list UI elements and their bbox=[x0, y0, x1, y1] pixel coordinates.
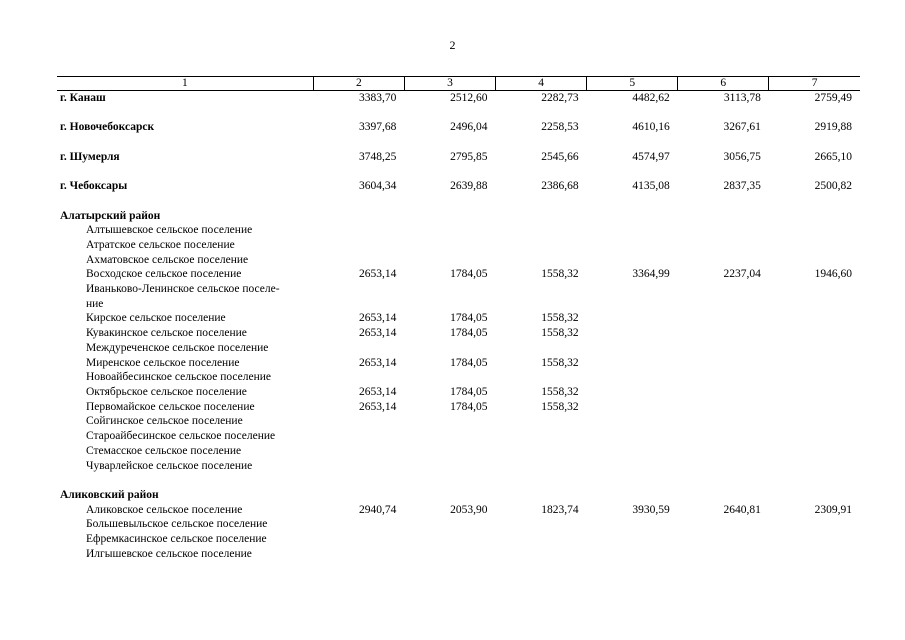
table-row bbox=[57, 209, 860, 224]
value-cell-col-3: 1784,05 bbox=[450, 327, 488, 340]
settlement-name: Староайбесинское сельское поселение bbox=[86, 430, 276, 443]
spacer-cell bbox=[57, 164, 860, 179]
value-cell-col-2 bbox=[313, 341, 404, 356]
value-cell-col-5 bbox=[587, 400, 678, 415]
value-cell-col-3 bbox=[404, 532, 495, 547]
value-cell-col-7 bbox=[769, 429, 860, 444]
value-cell-col-6 bbox=[678, 444, 769, 459]
column-header-6: 6 bbox=[678, 77, 769, 91]
value-cell-col-4: 1558,32 bbox=[541, 400, 579, 413]
value-cell-col-6 bbox=[678, 429, 769, 444]
table-row bbox=[57, 414, 860, 429]
spacer-row bbox=[57, 473, 860, 488]
value-cell-col-5: 4574,97 bbox=[632, 150, 670, 163]
value-cell-col-4 bbox=[496, 459, 587, 474]
value-cell-col-4 bbox=[496, 444, 587, 459]
value-cell-col-6 bbox=[678, 488, 769, 503]
value-cell-col-7 bbox=[769, 385, 860, 400]
settlement-name: Чуварлейское сельское поселение bbox=[86, 459, 253, 472]
table-row bbox=[57, 356, 860, 371]
value-cell-col-5: 4610,16 bbox=[632, 121, 670, 134]
page-number: 2 bbox=[449, 38, 456, 52]
value-cell-col-7 bbox=[769, 532, 860, 547]
value-cell-col-6: 2640,81 bbox=[723, 503, 761, 516]
value-cell-col-6 bbox=[678, 414, 769, 429]
table-row bbox=[57, 400, 860, 415]
value-cell-col-3 bbox=[404, 488, 495, 503]
table-row bbox=[57, 547, 860, 562]
value-cell-col-7 bbox=[769, 444, 860, 459]
value-cell-col-2: 2653,14 bbox=[359, 268, 397, 281]
table-row bbox=[57, 91, 860, 106]
value-cell-col-4 bbox=[496, 238, 587, 253]
table-row bbox=[57, 223, 860, 238]
table-row bbox=[57, 459, 860, 474]
spacer-row bbox=[57, 135, 860, 150]
value-cell-col-2: 3604,34 bbox=[359, 180, 397, 193]
table-row bbox=[57, 267, 860, 282]
value-cell-col-7 bbox=[769, 414, 860, 429]
value-cell-col-3: 2512,60 bbox=[450, 92, 488, 104]
column-header-2: 2 bbox=[313, 77, 404, 91]
table-row bbox=[57, 179, 860, 194]
value-cell-col-3 bbox=[404, 297, 495, 312]
value-cell-col-4: 2258,53 bbox=[541, 121, 579, 134]
value-cell-col-4 bbox=[496, 297, 587, 312]
settlement-name: Кувакинское сельское поселение bbox=[86, 327, 247, 340]
district-name: Алатырский район bbox=[60, 209, 161, 222]
value-cell-col-7 bbox=[769, 253, 860, 268]
value-cell-col-2 bbox=[313, 253, 404, 268]
spacer-row bbox=[57, 164, 860, 179]
city-name: г. Канаш bbox=[60, 92, 106, 104]
value-cell-col-3 bbox=[404, 414, 495, 429]
value-cell-col-7: 2309,91 bbox=[814, 503, 852, 516]
value-cell-col-5: 4482,62 bbox=[632, 92, 670, 104]
settlement-name: Восходское сельское поселение bbox=[86, 268, 242, 281]
table-row bbox=[57, 238, 860, 253]
spacer-row bbox=[57, 106, 860, 121]
value-cell-col-3 bbox=[404, 459, 495, 474]
value-cell-col-5 bbox=[587, 253, 678, 268]
city-name: г. Новочебоксарск bbox=[60, 121, 155, 134]
value-cell-col-6: 3113,78 bbox=[723, 92, 761, 104]
value-cell-col-3: 2639,88 bbox=[450, 180, 488, 193]
value-cell-col-5 bbox=[587, 414, 678, 429]
value-cell-col-4: 1558,32 bbox=[541, 268, 579, 281]
value-cell-col-6 bbox=[678, 341, 769, 356]
data-table bbox=[57, 76, 860, 561]
value-cell-col-7 bbox=[769, 223, 860, 238]
value-cell-col-4 bbox=[496, 547, 587, 562]
value-cell-col-6 bbox=[678, 209, 769, 224]
value-cell-col-6 bbox=[678, 532, 769, 547]
value-cell-col-3 bbox=[404, 429, 495, 444]
settlement-name: Первомайское сельское поселение bbox=[86, 400, 255, 413]
value-cell-col-5 bbox=[587, 488, 678, 503]
district-name: Аликовский район bbox=[60, 488, 159, 501]
value-cell-col-5 bbox=[587, 341, 678, 356]
table-row bbox=[57, 517, 860, 532]
value-cell-col-3 bbox=[404, 517, 495, 532]
value-cell-col-2: 3748,25 bbox=[359, 150, 397, 163]
value-cell-col-4: 1558,32 bbox=[541, 327, 579, 340]
value-cell-col-5 bbox=[587, 547, 678, 562]
value-cell-col-6: 2237,04 bbox=[723, 268, 761, 281]
value-cell-col-5 bbox=[587, 459, 678, 474]
settlement-name: Октябрьское сельское поселение bbox=[86, 386, 247, 398]
value-cell-col-5: 3930,59 bbox=[632, 503, 670, 516]
value-cell-col-5 bbox=[587, 326, 678, 341]
table-row bbox=[57, 385, 860, 400]
value-cell-col-7 bbox=[769, 517, 860, 532]
value-cell-col-4 bbox=[496, 282, 587, 297]
settlement-name: Стемасское сельское поселение bbox=[86, 444, 242, 457]
value-cell-col-2: 3397,68 bbox=[359, 121, 397, 134]
table-row bbox=[57, 120, 860, 135]
settlement-name: Аликовское сельское поселение bbox=[86, 503, 243, 516]
value-cell-col-5: 4135,08 bbox=[632, 180, 670, 193]
value-cell-col-7 bbox=[769, 238, 860, 253]
column-header-3: 3 bbox=[404, 77, 495, 91]
value-cell-col-6 bbox=[678, 253, 769, 268]
value-cell-col-6 bbox=[678, 517, 769, 532]
value-cell-col-4 bbox=[496, 517, 587, 532]
column-header-5: 5 bbox=[587, 77, 678, 91]
value-cell-col-5 bbox=[587, 209, 678, 224]
value-cell-col-6 bbox=[678, 297, 769, 312]
spacer-cell bbox=[57, 135, 860, 150]
value-cell-col-7 bbox=[769, 400, 860, 415]
table-row bbox=[57, 429, 860, 444]
value-cell-col-4: 2386,68 bbox=[541, 180, 579, 193]
value-cell-col-6 bbox=[678, 238, 769, 253]
value-cell-col-6: 3267,61 bbox=[723, 121, 761, 134]
table-row bbox=[57, 253, 860, 268]
value-cell-col-2: 2653,14 bbox=[359, 312, 397, 325]
value-cell-col-4: 1558,32 bbox=[541, 356, 579, 369]
value-cell-col-3 bbox=[404, 370, 495, 385]
value-cell-col-4: 2545,66 bbox=[541, 150, 579, 163]
value-cell-col-2 bbox=[313, 209, 404, 224]
value-cell-col-2 bbox=[313, 459, 404, 474]
value-cell-col-7: 2759,49 bbox=[814, 92, 852, 104]
value-cell-col-6 bbox=[678, 459, 769, 474]
value-cell-col-4 bbox=[496, 223, 587, 238]
value-cell-col-4 bbox=[496, 429, 587, 444]
value-cell-col-2 bbox=[313, 429, 404, 444]
column-header-7: 7 bbox=[769, 77, 860, 91]
value-cell-col-2 bbox=[313, 297, 404, 312]
value-cell-col-7: 1946,60 bbox=[814, 268, 852, 281]
value-cell-col-5 bbox=[587, 297, 678, 312]
value-cell-col-4 bbox=[496, 209, 587, 224]
value-cell-col-7: 2665,10 bbox=[814, 150, 852, 163]
table-row bbox=[57, 370, 860, 385]
table-row bbox=[57, 488, 860, 503]
value-cell-col-6 bbox=[678, 370, 769, 385]
table-row bbox=[57, 341, 860, 356]
settlement-name: Кирское сельское поселение bbox=[86, 312, 226, 325]
value-cell-col-3: 1784,05 bbox=[450, 268, 488, 281]
spacer-cell bbox=[57, 473, 860, 488]
settlement-name: Сойгинское сельское поселение bbox=[86, 415, 243, 428]
table-row bbox=[57, 282, 860, 297]
value-cell-col-2 bbox=[313, 517, 404, 532]
column-header-4: 4 bbox=[496, 77, 587, 91]
table-body bbox=[57, 91, 860, 562]
settlement-name: Междуреченское сельское поселение bbox=[86, 341, 269, 354]
value-cell-col-7 bbox=[769, 341, 860, 356]
value-cell-col-5 bbox=[587, 385, 678, 400]
value-cell-col-5 bbox=[587, 429, 678, 444]
value-cell-col-2 bbox=[313, 238, 404, 253]
value-cell-col-6 bbox=[678, 326, 769, 341]
value-cell-col-3 bbox=[404, 223, 495, 238]
value-cell-col-5: 3364,99 bbox=[632, 268, 670, 281]
value-cell-col-5 bbox=[587, 370, 678, 385]
value-cell-col-5 bbox=[587, 282, 678, 297]
value-cell-col-6 bbox=[678, 311, 769, 326]
value-cell-col-4: 1823,74 bbox=[541, 503, 579, 516]
value-cell-col-4 bbox=[496, 414, 587, 429]
value-cell-col-4 bbox=[496, 370, 587, 385]
value-cell-col-7 bbox=[769, 311, 860, 326]
table-row bbox=[57, 326, 860, 341]
table-row bbox=[57, 444, 860, 459]
value-cell-col-4: 2282,73 bbox=[541, 92, 579, 104]
value-cell-col-2: 2653,14 bbox=[359, 356, 397, 369]
settlement-name: Атратское сельское поселение bbox=[86, 238, 235, 251]
table-header bbox=[57, 77, 860, 91]
table-row bbox=[57, 532, 860, 547]
value-cell-col-7 bbox=[769, 297, 860, 312]
value-cell-col-4 bbox=[496, 253, 587, 268]
value-cell-col-2 bbox=[313, 223, 404, 238]
value-cell-col-5 bbox=[587, 356, 678, 371]
value-cell-col-7 bbox=[769, 356, 860, 371]
value-cell-col-2 bbox=[313, 414, 404, 429]
table-row bbox=[57, 503, 860, 518]
value-cell-col-2 bbox=[313, 370, 404, 385]
settlement-name: Большевыльское сельское поселение bbox=[86, 518, 268, 531]
value-cell-col-3 bbox=[404, 253, 495, 268]
value-cell-col-2: 2653,14 bbox=[359, 400, 397, 413]
value-cell-col-4: 1558,32 bbox=[541, 386, 579, 398]
column-header-1: 1 bbox=[57, 77, 313, 91]
value-cell-col-7 bbox=[769, 370, 860, 385]
value-cell-col-3: 1784,05 bbox=[450, 356, 488, 369]
table-row bbox=[57, 297, 860, 312]
value-cell-col-7: 2919,88 bbox=[814, 121, 852, 134]
settlement-name: Илгышевское сельское поселение bbox=[86, 547, 252, 560]
value-cell-col-3 bbox=[404, 282, 495, 297]
value-cell-col-6 bbox=[678, 385, 769, 400]
value-cell-col-3: 1784,05 bbox=[450, 312, 488, 325]
settlement-name: ние bbox=[86, 297, 104, 310]
value-cell-col-3 bbox=[404, 341, 495, 356]
value-cell-col-6 bbox=[678, 400, 769, 415]
value-cell-col-2: 2653,14 bbox=[359, 386, 397, 398]
settlement-name: Ахматовское сельское поселение bbox=[86, 253, 249, 266]
value-cell-col-3: 2053,90 bbox=[450, 503, 488, 516]
value-cell-col-7 bbox=[769, 282, 860, 297]
value-cell-col-5 bbox=[587, 532, 678, 547]
value-cell-col-3 bbox=[404, 547, 495, 562]
value-cell-col-2: 2653,14 bbox=[359, 327, 397, 340]
value-cell-col-3: 1784,05 bbox=[450, 386, 488, 398]
value-cell-col-7 bbox=[769, 209, 860, 224]
settlement-name: Ефремкасинское сельское поселение bbox=[86, 533, 267, 546]
value-cell-col-6 bbox=[678, 547, 769, 562]
value-cell-col-3 bbox=[404, 238, 495, 253]
value-cell-col-3 bbox=[404, 444, 495, 459]
value-cell-col-5 bbox=[587, 517, 678, 532]
value-cell-col-2 bbox=[313, 282, 404, 297]
value-cell-col-5 bbox=[587, 311, 678, 326]
value-cell-col-3: 1784,05 bbox=[450, 400, 488, 413]
value-cell-col-4 bbox=[496, 341, 587, 356]
table-row bbox=[57, 150, 860, 165]
header-row bbox=[57, 77, 860, 91]
value-cell-col-7 bbox=[769, 326, 860, 341]
value-cell-col-2: 3383,70 bbox=[359, 92, 397, 104]
value-cell-col-7: 2500,82 bbox=[814, 180, 852, 193]
spacer-cell bbox=[57, 106, 860, 121]
settlement-name: Миренское сельское поселение bbox=[86, 356, 240, 369]
value-cell-col-2 bbox=[313, 488, 404, 503]
spacer-row bbox=[57, 194, 860, 209]
value-cell-col-3 bbox=[404, 209, 495, 224]
value-cell-col-7 bbox=[769, 547, 860, 562]
value-cell-col-7 bbox=[769, 488, 860, 503]
city-name: г. Чебоксары bbox=[60, 180, 128, 193]
value-cell-col-2 bbox=[313, 547, 404, 562]
table-row bbox=[57, 311, 860, 326]
city-name: г. Шумерля bbox=[60, 150, 120, 163]
value-cell-col-6 bbox=[678, 282, 769, 297]
value-cell-col-5 bbox=[587, 223, 678, 238]
value-cell-col-5 bbox=[587, 444, 678, 459]
settlement-name: Новоайбесинское сельское поселение bbox=[86, 371, 271, 384]
value-cell-col-4 bbox=[496, 532, 587, 547]
spacer-cell bbox=[57, 194, 860, 209]
value-cell-col-6 bbox=[678, 356, 769, 371]
settlement-name: Алтышевское сельское поселение bbox=[86, 224, 253, 237]
value-cell-col-6 bbox=[678, 223, 769, 238]
value-cell-col-7 bbox=[769, 459, 860, 474]
value-cell-col-5 bbox=[587, 238, 678, 253]
value-cell-col-6: 2837,35 bbox=[723, 180, 761, 193]
value-cell-col-4 bbox=[496, 488, 587, 503]
value-cell-col-3: 2496,04 bbox=[450, 121, 488, 134]
value-cell-col-4: 1558,32 bbox=[541, 312, 579, 325]
value-cell-col-2: 2940,74 bbox=[359, 503, 397, 516]
value-cell-col-6: 3056,75 bbox=[723, 150, 761, 163]
value-cell-col-2 bbox=[313, 444, 404, 459]
value-cell-col-2 bbox=[313, 532, 404, 547]
value-cell-col-3: 2795,85 bbox=[450, 150, 488, 163]
settlement-name: Иваньково-Ленинское сельское поселе- bbox=[86, 283, 280, 296]
